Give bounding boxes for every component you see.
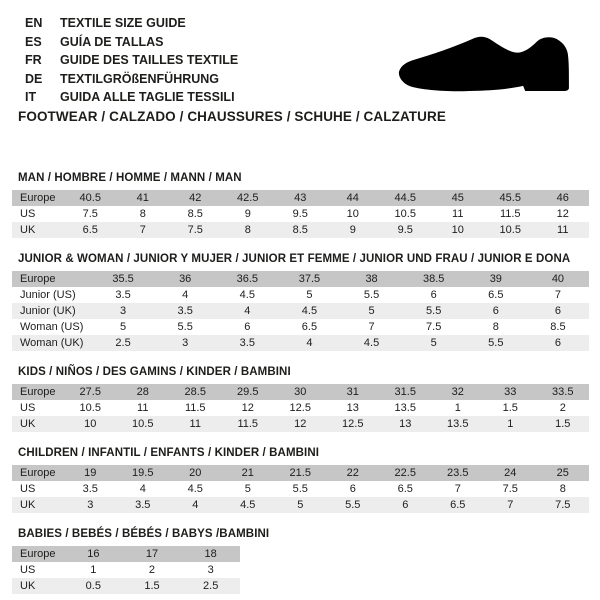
size-value: 28.5 <box>184 386 206 398</box>
size-value: 36 <box>179 273 192 285</box>
size-value: 28 <box>136 386 149 398</box>
size-value: 32 <box>451 386 464 398</box>
size-value: 7.5 <box>555 499 571 511</box>
size-value: 4 <box>244 305 251 317</box>
language-row <box>25 88 238 107</box>
size-value: 12.5 <box>342 418 364 430</box>
row-label: Junior (US) <box>20 289 76 301</box>
table-row <box>12 578 240 594</box>
row-label: UK <box>20 580 36 592</box>
size-value: 16 <box>87 548 100 560</box>
size-value: 8 <box>492 321 499 333</box>
language-code: EN <box>25 16 43 30</box>
language-label: GUIDA ALLE TAGLIE TESSILI <box>60 90 235 104</box>
size-value: 21.5 <box>289 467 311 479</box>
size-value: 8.5 <box>187 208 203 220</box>
size-value: 37.5 <box>298 273 321 285</box>
size-value: 1.5 <box>555 418 571 430</box>
size-value: 13 <box>346 402 359 414</box>
size-value: 44 <box>346 192 359 204</box>
size-value: 11.5 <box>184 402 206 414</box>
row-label: Europe <box>20 548 56 560</box>
size-value: 2.5 <box>115 337 131 349</box>
size-value: 31.5 <box>394 386 416 398</box>
size-value: 6 <box>554 305 561 317</box>
size-value: 7 <box>139 224 146 236</box>
size-table-section <box>12 528 589 594</box>
size-value: 42 <box>189 192 202 204</box>
language-label: TEXTILGRÖßENFÜHRUNG <box>60 71 220 86</box>
size-value: 3.5 <box>177 305 193 317</box>
size-value: 22.5 <box>394 467 416 479</box>
size-value: 6 <box>554 337 561 349</box>
language-list <box>25 14 238 107</box>
size-value: 10 <box>451 224 464 236</box>
size-value: 19.5 <box>132 467 154 479</box>
size-value: 19 <box>84 467 97 479</box>
dress-shoe-icon <box>398 36 573 93</box>
size-table <box>12 546 240 594</box>
table-row <box>12 416 589 432</box>
size-value: 7 <box>507 499 514 511</box>
size-value: 11.5 <box>499 208 521 220</box>
row-label: Woman (UK) <box>20 337 84 349</box>
language-label: GUÍA DE TALLAS <box>60 34 164 49</box>
size-table <box>12 384 589 432</box>
size-value: 7.5 <box>187 224 203 236</box>
row-label: Europe <box>20 386 56 398</box>
size-value: 5.5 <box>345 499 361 511</box>
table-row <box>12 335 589 351</box>
row-label: US <box>20 483 36 495</box>
row-label: Junior (UK) <box>20 305 76 317</box>
table-row <box>12 400 589 416</box>
size-value: 13.5 <box>394 402 416 414</box>
size-value: 10.5 <box>132 418 154 430</box>
size-value: 12 <box>294 418 307 430</box>
size-value: 4 <box>192 499 199 511</box>
size-value: 6.5 <box>301 321 318 333</box>
size-table-section <box>12 366 589 432</box>
size-value: 31 <box>346 386 359 398</box>
size-value: 9.5 <box>292 208 308 220</box>
size-value: 1 <box>90 564 97 576</box>
size-value: 41 <box>136 192 149 204</box>
size-value: 44.5 <box>394 192 416 204</box>
language-code: DE <box>25 71 43 86</box>
table-row <box>12 271 589 287</box>
section-title: BABIES / BEBÉS / BÉBÉS / BABYS /BAMBINI <box>18 528 270 540</box>
size-value: 23.5 <box>447 467 469 479</box>
size-value: 4.5 <box>239 289 255 301</box>
size-value: 13.5 <box>447 418 469 430</box>
size-value: 1.5 <box>502 402 518 414</box>
size-table-section <box>12 447 589 513</box>
size-tables <box>12 172 589 594</box>
size-value: 35.5 <box>112 273 134 285</box>
size-value: 33 <box>504 386 517 398</box>
row-label: UK <box>20 499 36 511</box>
row-label: US <box>20 564 36 576</box>
language-row <box>25 33 238 52</box>
size-value: 21 <box>241 467 254 479</box>
size-value: 5.5 <box>292 483 308 495</box>
size-value: 6 <box>492 305 499 317</box>
table-row <box>12 384 589 400</box>
row-label: Europe <box>20 273 56 285</box>
size-value: 4 <box>306 337 313 349</box>
size-value: 2.5 <box>203 580 219 592</box>
language-code: IT <box>25 90 37 104</box>
row-label: Woman (US) <box>20 321 84 333</box>
size-value: 10.5 <box>79 402 101 414</box>
size-value: 45 <box>451 192 464 204</box>
size-value: 22 <box>346 467 359 479</box>
language-label: GUIDE DES TAILLES TEXTILE <box>60 53 239 67</box>
size-value: 4.5 <box>363 337 380 349</box>
size-value: 10.5 <box>394 208 416 220</box>
size-value: 12.5 <box>289 402 311 414</box>
language-row <box>25 14 238 33</box>
size-value: 12 <box>556 208 569 220</box>
size-value: 7 <box>368 321 375 333</box>
language-code: FR <box>25 53 42 67</box>
size-value: 5 <box>368 305 375 317</box>
size-value: 10 <box>84 418 97 430</box>
section-title: KIDS / NIÑOS / DES GAMINS / KINDER / BAMBINI <box>18 366 291 378</box>
size-value: 3.5 <box>115 289 131 301</box>
size-value: 4 <box>139 483 146 495</box>
size-value: 27.5 <box>79 386 101 398</box>
size-value: 43 <box>294 192 307 204</box>
size-value: 8.5 <box>292 224 308 236</box>
size-value: 6 <box>244 321 251 333</box>
size-value: 4.5 <box>301 305 318 317</box>
language-row <box>25 51 238 70</box>
size-value: 36.5 <box>236 273 259 285</box>
size-value: 18 <box>204 548 217 560</box>
size-value: 40.5 <box>79 192 101 204</box>
size-value: 11.5 <box>237 418 259 430</box>
size-value: 5 <box>430 337 437 349</box>
size-value: 1 <box>454 402 461 414</box>
size-value: 38 <box>365 273 378 285</box>
language-row <box>25 70 238 89</box>
table-row <box>12 562 240 578</box>
table-row <box>12 287 589 303</box>
size-value: 10 <box>346 208 359 220</box>
size-value: 8 <box>559 483 566 495</box>
size-value: 3.5 <box>239 337 255 349</box>
size-value: 5 <box>297 499 304 511</box>
size-value: 11 <box>137 402 149 414</box>
size-value: 9 <box>244 208 251 220</box>
size-value: 3 <box>207 564 214 576</box>
size-value: 3 <box>120 305 127 317</box>
size-value: 0.5 <box>85 580 101 592</box>
size-value: 8 <box>139 208 146 220</box>
row-label: UK <box>20 224 36 236</box>
size-value: 25 <box>556 467 569 479</box>
language-code: ES <box>25 34 42 49</box>
section-title: MAN / HOMBRE / HOMME / MANN / MAN <box>18 172 242 184</box>
size-value: 1 <box>507 418 514 430</box>
size-value: 6.5 <box>488 289 504 301</box>
size-value: 7.5 <box>82 208 98 220</box>
size-value: 11 <box>557 224 569 236</box>
size-value: 42.5 <box>237 192 259 204</box>
size-value: 30 <box>294 386 307 398</box>
size-value: 12 <box>241 402 254 414</box>
size-value: 10.5 <box>499 224 521 236</box>
size-value: 5.5 <box>363 289 380 301</box>
table-row <box>12 481 589 497</box>
size-value: 5 <box>244 483 251 495</box>
section-title: JUNIOR & WOMAN / JUNIOR Y MUJER / JUNIOR ET FEMME / JUNIOR UND FRAU / JUNIOR E DONA <box>18 253 571 265</box>
size-value: 2 <box>559 402 566 414</box>
size-value: 4.5 <box>240 499 256 511</box>
table-row <box>12 303 589 319</box>
size-table <box>12 190 589 238</box>
size-value: 29.5 <box>237 386 259 398</box>
size-value: 2 <box>148 564 156 576</box>
table-row <box>12 319 589 335</box>
size-value: 9 <box>349 224 356 236</box>
size-value: 45.5 <box>499 192 521 204</box>
size-value: 38.5 <box>422 273 445 285</box>
row-label: Europe <box>20 467 56 479</box>
size-value: 5 <box>306 289 313 301</box>
size-value: 6.5 <box>82 224 98 236</box>
size-value: 4.5 <box>187 483 203 495</box>
size-value: 20 <box>189 467 202 479</box>
size-value: 8.5 <box>550 321 566 333</box>
size-table-section <box>12 253 589 351</box>
table-row <box>12 222 589 238</box>
size-value: 40 <box>551 273 565 285</box>
size-value: 7.5 <box>426 321 442 333</box>
size-value: 7 <box>454 483 461 495</box>
language-label: TEXTILE SIZE GUIDE <box>60 16 186 30</box>
size-value: 4 <box>182 289 189 301</box>
size-table <box>12 271 589 351</box>
row-label: US <box>20 208 36 220</box>
size-value: 3.5 <box>135 499 151 511</box>
size-value: 24 <box>504 467 517 479</box>
size-value: 13 <box>399 418 412 430</box>
section-title: CHILDREN / INFANTIL / ENFANTS / KINDER / BAMBINI <box>18 447 320 459</box>
size-table <box>12 465 589 513</box>
table-row <box>12 206 589 222</box>
size-value: 5 <box>120 321 127 333</box>
size-value: 3 <box>182 337 189 349</box>
size-value: 11 <box>452 208 464 220</box>
size-value: 39 <box>489 273 502 285</box>
size-value: 33.5 <box>552 386 574 398</box>
size-value: 46 <box>556 192 569 204</box>
size-value: 8 <box>244 224 251 236</box>
row-label: Europe <box>20 192 56 204</box>
table-row <box>12 190 589 206</box>
size-value: 7.5 <box>502 483 518 495</box>
row-label: UK <box>20 418 36 430</box>
size-value: 1.5 <box>144 580 160 592</box>
table-row <box>12 465 589 481</box>
size-value: 5.5 <box>426 305 442 317</box>
table-row <box>12 546 240 562</box>
size-value: 5.5 <box>177 321 193 333</box>
size-value: 17 <box>145 548 159 560</box>
size-value: 3.5 <box>82 483 98 495</box>
size-value: 6.5 <box>397 483 413 495</box>
size-value: 6 <box>402 499 409 511</box>
size-value: 5.5 <box>488 337 504 349</box>
size-value: 9.5 <box>397 224 413 236</box>
row-label: US <box>20 402 36 414</box>
category-title: FOOTWEAR / CALZADO / CHAUSSURES / SCHUHE / CALZATURE <box>18 109 446 124</box>
size-value: 6 <box>430 289 437 301</box>
size-value: 3 <box>87 499 94 511</box>
size-value: 7 <box>554 289 561 301</box>
size-value: 11 <box>189 418 201 430</box>
size-table-section <box>12 172 589 238</box>
size-value: 6.5 <box>450 499 466 511</box>
table-row <box>12 497 589 513</box>
size-value: 6 <box>349 483 356 495</box>
